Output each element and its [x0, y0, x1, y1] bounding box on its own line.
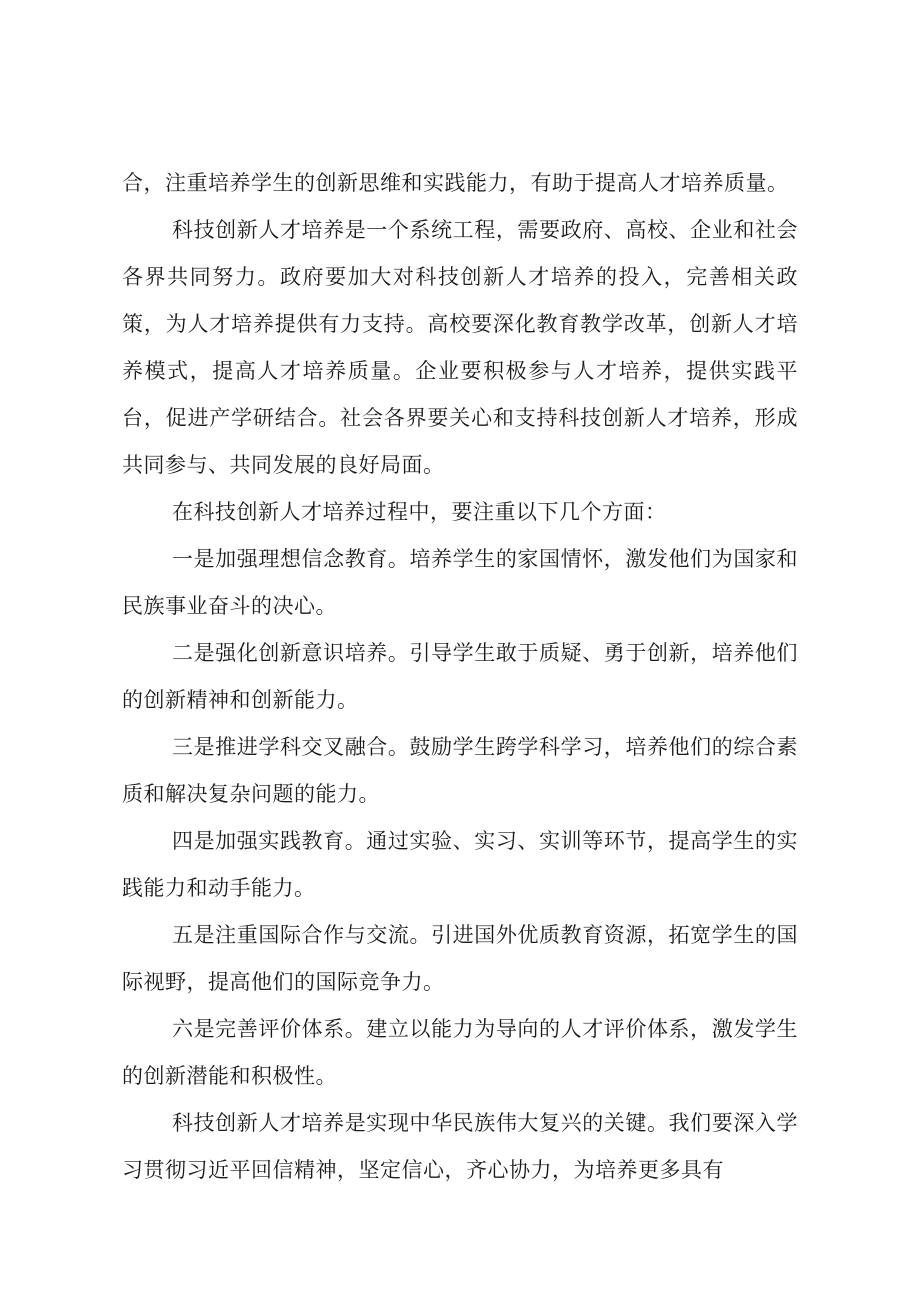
paragraph-conclusion: 科技创新人才培养是实现中华民族伟大复兴的关键。我们要深入学习贯彻习近平回信精神，坚定信心，齐心协力，为培养更多具有	[122, 1111, 798, 1182]
document-body	[122, 160, 798, 1194]
paragraph-aspects-intro: 在科技创新人才培养过程中，要注重以下几个方面：	[172, 500, 667, 524]
paragraph-point-six: 六是完善评价体系。建立以能力为导向的人才评价体系，激发学生的创新潜能和积极性。	[122, 1017, 798, 1088]
paragraph-point-five: 五是注重国际合作与交流。引进国外优质教育资源，拓宽学生的国际视野，提高他们的国际竞争力。	[122, 923, 798, 994]
paragraph-point-two: 二是强化创新意识培养。引导学生敢于质疑、勇于创新，培养他们的创新精神和创新能力。	[122, 641, 798, 712]
paragraph-point-one: 一是加强理想信念教育。培养学生的家国情怀，激发他们为国家和民族事业奋斗的决心。	[122, 547, 798, 618]
paragraph-joint-effort: 科技创新人才培养是一个系统工程，需要政府、高校、企业和社会各界共同努力。政府要加大对科技创新人才培养的投入，完善相关政策，为人才培养提供有力支持。高校要深化教育教学改革，创新人才培养模式，提高人才培养质量。企业要积极参与人才培养，提供实践平台，促进产学研结合。社会各界要关心和支持科技创新人才培养，形成共同参与、共同发展的良好局面。	[122, 218, 798, 477]
paragraph-continuation: 合，注重培养学生的创新思维和实践能力，有助于提高人才培养质量。	[122, 171, 789, 195]
paragraph-point-three: 三是推进学科交叉融合。鼓励学生跨学科学习，培养他们的综合素质和解决复杂问题的能力。	[122, 735, 798, 806]
paragraph-point-four: 四是加强实践教育。通过实验、实习、实训等环节，提高学生的实践能力和动手能力。	[122, 829, 798, 900]
